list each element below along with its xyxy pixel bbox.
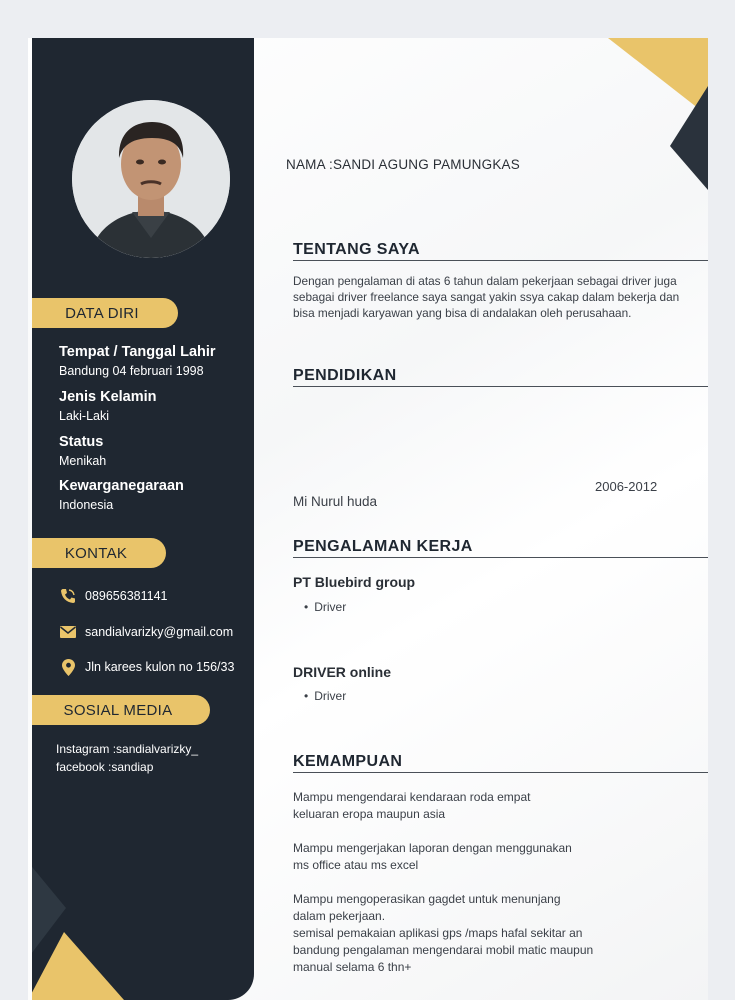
email-address: sandialvarizky@gmail.com [85, 625, 234, 639]
data-diri-header [32, 298, 178, 328]
field-label: Tempat / Tanggal Lahir [59, 344, 216, 360]
kontak-title: KONTAK [64, 544, 128, 562]
field-citizenship [59, 478, 184, 513]
phone-icon [59, 587, 77, 605]
job-company: PT Bluebird group [293, 574, 416, 590]
section-title-experience: PENGALAMAN KERJA [293, 538, 708, 558]
skill-item: Mampu mengoperasikan gagdet untuk menunjang dalam pekerjaan. semisal pemakaian aplikasi gps /maps hafal sekitar an bandung pengalaman mengendarai mobil matic maupun manual selama 6 thn+ [293, 892, 594, 974]
skill-item: Mampu mengendarai kendaraan roda empat keluaran eropa maupun asia [293, 790, 531, 821]
section-title-about: TENTANG SAYA [293, 241, 708, 261]
about-text: Dengan pengalaman di atas 6 tahun dalam pekerjaan sebagai driver juga sebagai driver freelance saya sangat yakin ssya cakap dalam bekerja dan bisa menjadi karyawan yang bisa di andalakan oleh perusahaan. [293, 274, 680, 320]
mail-icon [59, 623, 77, 641]
instagram-handle[interactable]: Instagram :sandialvarizky_ [56, 742, 199, 756]
bottom-left-corner-decoration [32, 850, 128, 1000]
resume-page [28, 38, 708, 1000]
job-company: DRIVER online [293, 664, 392, 680]
location-pin-icon [59, 658, 77, 676]
top-right-corner-decoration [608, 38, 708, 190]
sidebar [32, 38, 254, 1000]
field-value: Indonesia [59, 498, 114, 512]
contact-email[interactable] [59, 623, 233, 641]
field-gender [59, 389, 157, 424]
section-title-education: PENDIDIKAN [293, 367, 708, 387]
field-birth [59, 344, 216, 379]
contact-phone[interactable] [59, 587, 168, 605]
contact-address[interactable] [59, 658, 234, 676]
sosial-media-header [32, 695, 210, 725]
field-value: Laki-Laki [59, 409, 110, 423]
field-label: Kewarganegaraan [59, 478, 184, 494]
field-label: Jenis Kelamin [59, 389, 157, 405]
field-value: Bandung 04 februari 1998 [59, 364, 204, 378]
job-role: • Driver [304, 600, 346, 614]
section-title-skills: KEMAMPUAN [293, 753, 708, 773]
field-value: Menikah [59, 454, 107, 468]
sosial-media-title: SOSIAL MEDIA [63, 701, 173, 719]
education-school: Mi Nurul huda [293, 494, 378, 509]
job-role: • Driver [304, 689, 346, 703]
data-diri-title: DATA DIRI [65, 304, 139, 322]
kontak-header [32, 538, 166, 568]
field-label: Status [59, 434, 104, 450]
profile-photo [72, 100, 230, 258]
facebook-handle[interactable]: facebook :sandiap [56, 760, 154, 774]
phone-number: 089656381141 [85, 589, 168, 603]
skill-item: Mampu mengerjakan laporan dengan menggunakan ms office atau ms excel [293, 841, 572, 872]
education-year: 2006-2012 [595, 479, 658, 494]
full-name: NAMA :SANDI AGUNG PAMUNGKAS [286, 157, 520, 172]
social-list [56, 740, 198, 776]
field-status [59, 434, 106, 469]
address-text: Jln karees kulon no 156/33 [85, 660, 235, 674]
